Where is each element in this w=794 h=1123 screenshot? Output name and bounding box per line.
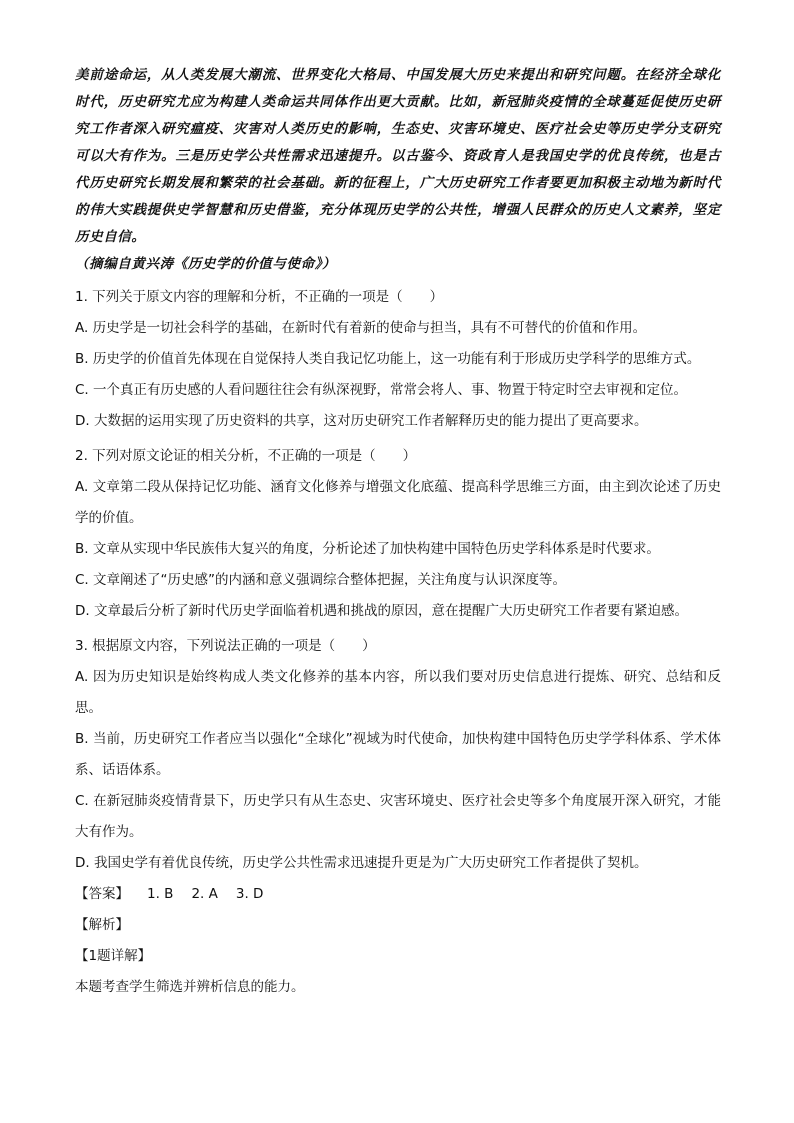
passage-paragraph: 美前途命运，从人类发展大潮流、世界变化大格局、中国发展大历史来提出和研究问题。在经济全球化时代，历史研究尤应为构建人类命运共同体作出更大贡献。比如，新冠肺炎疫情的全球蔓延促使历史研究工作者深入研究瘟疫、灾害对人类历史的影响，生态史、灾害环境史、医疗社会史等历史学分支研究可以大有作为。三是历史学公共性需求迅速提升。以古鉴今、资政育人是我国史学的优良传统，也是古代历史研究长期发展和繁荣的社会基础。新的征程上，广大历史研究工作者要更加积极主动地为新时代的伟大实践提供史学智慧和历史借鉴，充分体现历史学的公共性，增强人民群众的历史人文素养，坚定历史自信。 bbox=[75, 67, 721, 245]
passage-source: （摘编自黄兴涛《历史学的价值与使命》） bbox=[75, 256, 337, 272]
option-a: A. 文章第二段从保持记忆功能、涵育文化修养与增强文化底蕴、提高科学思维三方面，由主到次论述了历史学的价值。 bbox=[75, 479, 721, 526]
question-stem: 3. 根据原文内容，下列说法正确的一项是（ ） bbox=[75, 638, 376, 654]
option-c: C. 在新冠肺炎疫情背景下，历史学只有从生态史、灾害环境史、医疗社会史等多个角度展开深入研究，才能大有作为。 bbox=[75, 793, 721, 840]
analysis-text: 本题考查学生筛选并辨析信息的能力。 bbox=[75, 979, 305, 995]
option-c: C. 一个真正有历史感的人看问题往往会有纵深视野，常常会将人、事、物置于特定时空去审视和定位。 bbox=[75, 382, 688, 398]
option-d: D. 文章最后分析了新时代历史学面临着机遇和挑战的原因，意在提醒广大历史研究工作者要有紧迫感。 bbox=[75, 603, 688, 619]
answer-line bbox=[75, 879, 721, 910]
question-stem: 2. 下列对原文论证的相关分析，不正确的一项是（ ） bbox=[75, 448, 417, 464]
answer-item: 2. A bbox=[191, 886, 218, 902]
question-stem: 1. 下列关于原文内容的理解和分析，不正确的一项是（ ） bbox=[75, 289, 444, 305]
analysis-label: 【解析】 bbox=[75, 917, 129, 933]
option-d: D. 大数据的运用实现了历史资料的共享，这对历史研究工作者解释历史的能力提出了更高要求。 bbox=[75, 413, 648, 429]
option-a: A. 历史学是一切社会科学的基础，在新时代有着新的使命与担当，具有不可替代的价值和作用。 bbox=[75, 320, 647, 336]
option-b: B. 历史学的价值首先体现在自觉保持人类自我记忆功能上，这一功能有利于形成历史学科学的思维方式。 bbox=[75, 351, 701, 367]
option-c: C. 文章阐述了“历史感”的内涵和意义强调综合整体把握，关注角度与认识深度等。 bbox=[75, 572, 566, 588]
option-d: D. 我国史学有着优良传统，历史学公共性需求迅速提升更是为广大历史研究工作者提供了契机。 bbox=[75, 855, 648, 871]
passage bbox=[75, 62, 721, 278]
option-b: B. 当前，历史研究工作者应当以强化“全球化”视域为时代使命，加快构建中国特色历史学学科体系、学术体系、话语体系。 bbox=[75, 731, 721, 778]
document-page bbox=[75, 62, 721, 1003]
analysis-sub-label: 【1题详解】 bbox=[75, 948, 152, 964]
answer-label: 【答案】 bbox=[75, 886, 129, 902]
answer-item: 1. B bbox=[147, 886, 174, 902]
question-2 bbox=[75, 441, 721, 627]
question-1 bbox=[75, 282, 721, 437]
question-3 bbox=[75, 631, 721, 879]
option-b: B. 文章从实现中华民族伟大复兴的角度，分析论述了加快构建中国特色历史学科体系是时代要求。 bbox=[75, 541, 660, 557]
answer-section bbox=[75, 879, 721, 1003]
option-a: A. 因为历史知识是始终构成人类文化修养的基本内容，所以我们要对历史信息进行提炼、研究、总结和反思。 bbox=[75, 669, 721, 716]
answer-item: 3. D bbox=[235, 886, 264, 902]
